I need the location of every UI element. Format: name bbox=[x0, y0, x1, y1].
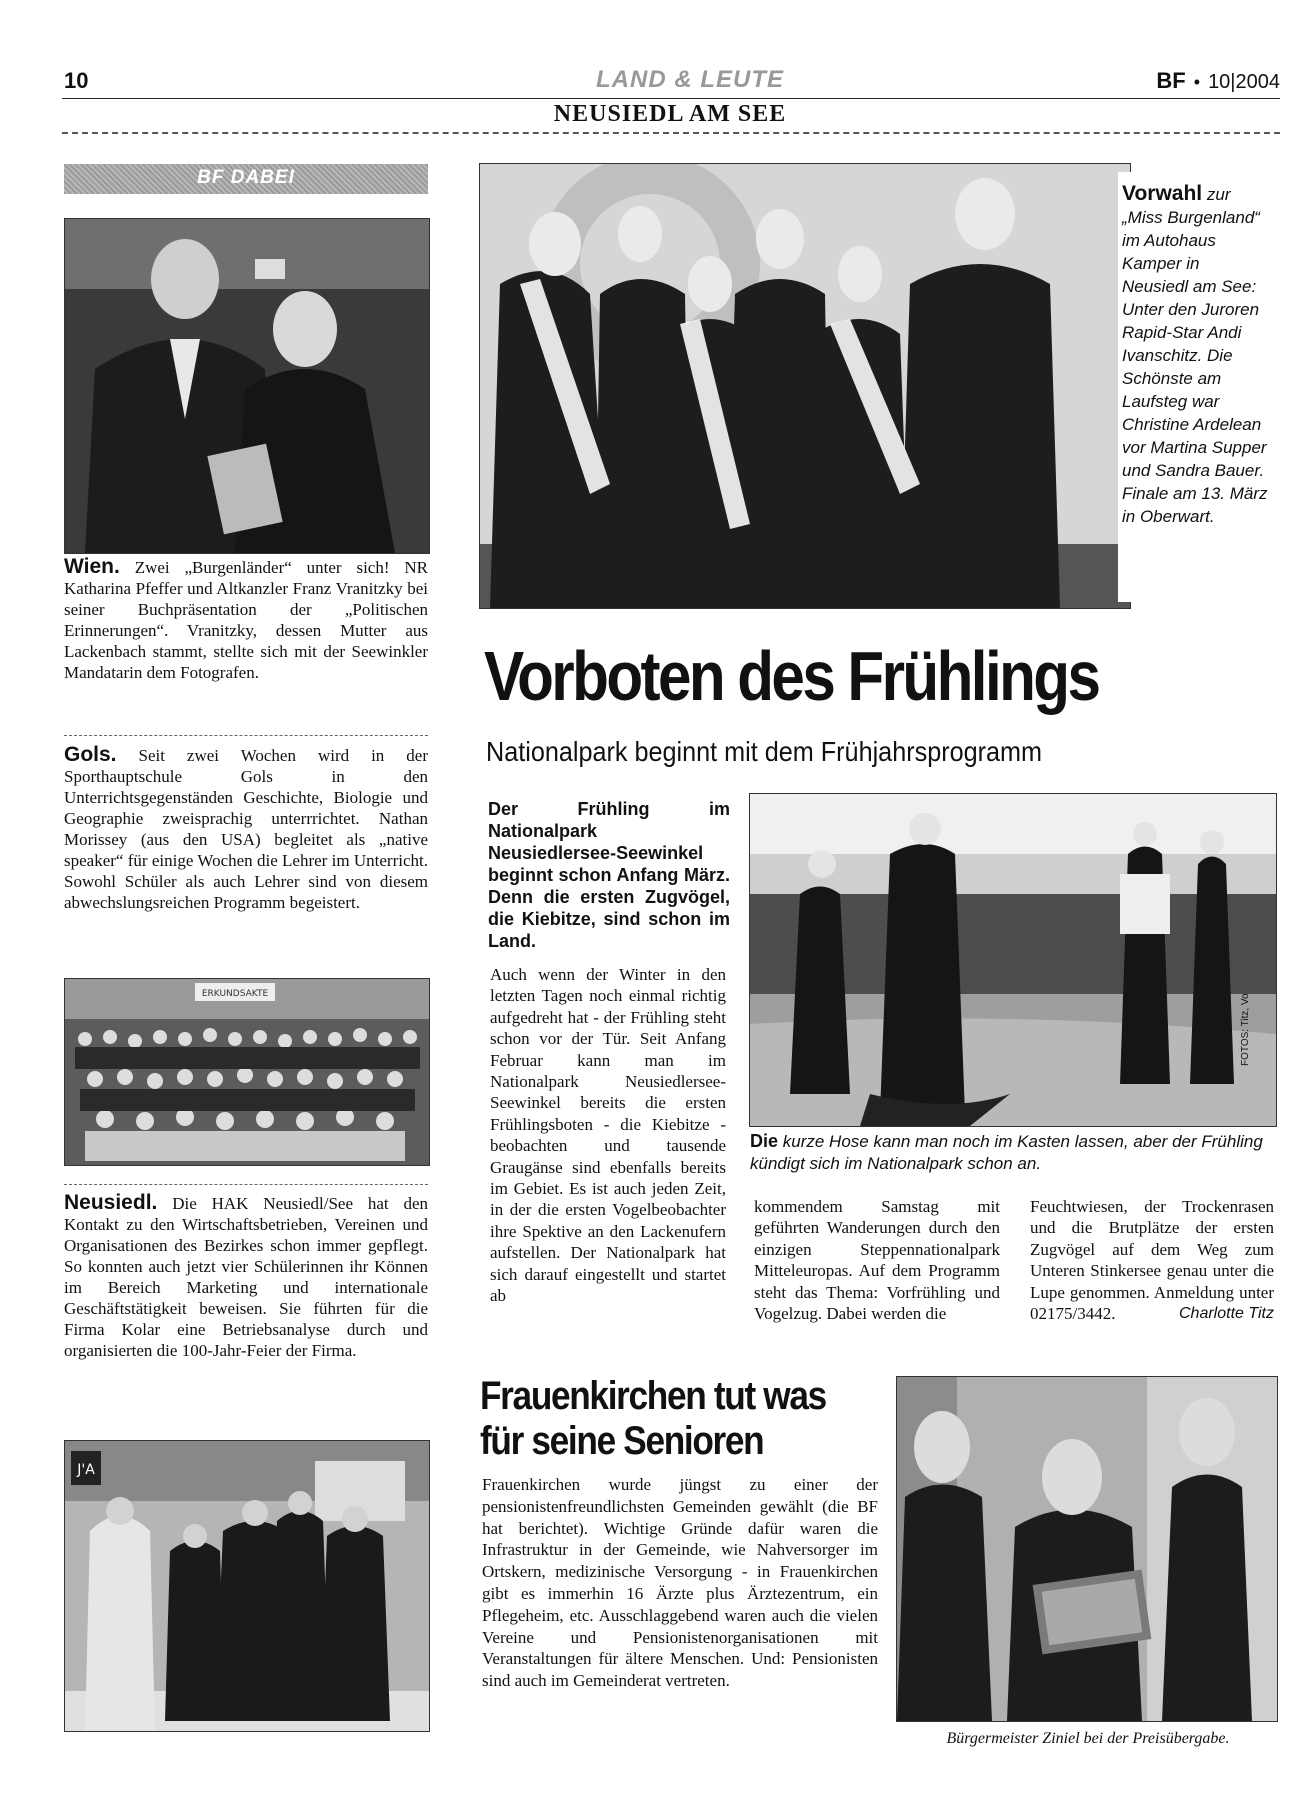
seniors-photo-caption: Bürgermeister Ziniel bei der Preisübergabe. bbox=[946, 1730, 1230, 1747]
gols-lead: Gols. bbox=[64, 743, 117, 766]
region-title: NEUSIEDL AM SEE bbox=[553, 101, 787, 127]
nationalpark-caption-lead: Die bbox=[750, 1131, 779, 1151]
miss-caption-text: zur „Miss Burgenland“ im Autohaus Kamper in Neusiedl am See: Unter den Juroren Rapid-Star Andi Ivanschitz. Die Schönste am Laufsteg war Christine Ardelean vor Martina Supper und Sandra Bauer. Finale am 13. März in Oberwart. bbox=[1122, 185, 1268, 526]
article-column-2: kommendem Samstag mit geführten Wanderungen durch den einzigen Steppennationalpark Mitteleuropas. Auf dem Programm steht das Thema: Vorfrühling und Vogelzug. Dabei werden die bbox=[754, 1197, 1000, 1324]
brand-issue bbox=[1130, 68, 1280, 94]
article-author: Charlotte Titz bbox=[1179, 1305, 1274, 1323]
nationalpark-photo bbox=[749, 793, 1277, 1127]
gols-text: Seit zwei Wochen wird in der Sporthauptschule Gols in den Unterrichtsgegenständen Geschichte, Biologie und Geographie zweisprachig unterrrichtet. Nathan Morissey (aus den USA) begleitet als „native speaker“ für einige Wochen die Lehrer im Unterricht. Sowohl Schüler als auch Lehrer sind von diesem abwechslungsreichen Programm begeistert. bbox=[64, 746, 428, 912]
article-subhead: Nationalpark beginnt mit dem Frühjahrsprogramm bbox=[486, 736, 1043, 767]
article-column-3-text: Feuchtwiesen, der Trockenrasen und die Brutplätze der ersten Zugvögel auf dem Weg zum Unteren Stinkersee genau unter die Lupe genommen. Anmeldung unter 02175/3442. bbox=[1030, 1197, 1274, 1324]
hak-students-photo bbox=[64, 1440, 430, 1732]
seniors-award-photo bbox=[896, 1376, 1278, 1722]
miss-burgenland-photo bbox=[479, 163, 1131, 609]
nationalpark-caption bbox=[750, 1130, 1270, 1175]
hak-sign-text: J'A bbox=[77, 1462, 95, 1478]
wien-text: Zwei „Burgenländer“ unter sich! NR Katharina Pfeffer und Altkanzler Franz Vranitzky bei seiner Buchpräsentation der „Politischen Erinnerungen“. Vranitzky, dessen Mutter aus Lackenbach stammt, stellte sich mit der Seewinkler Mandatarin dem Fotografen. bbox=[64, 558, 428, 682]
nationalpark-caption-text: kurze Hose kann man noch im Kasten lassen, aber der Frühling kündigt sich im Nationalpark schon an. bbox=[750, 1132, 1263, 1173]
article-column-3 bbox=[1030, 1196, 1274, 1324]
seniors-text: Frauenkirchen wurde jüngst zu einer der pensionistenfreundlichsten Gemeinden gewählt (die BF hat berichtet). Wichtige Gründe dafür waren die Infrastruktur in der Gemeinde, wie Nahversorger im Ortskern, medizinische Versorgung - in Frauenkirchen gibt es immerhin 16 Ärzte plus Ärztezentrum, ein Pflegeheim, etc. Ausschlaggebend waren auch die vielen Vereine und Pensionistenorganisationen mit Veranstaltungen für ältere Menschen. Und: Pensionisten sind auch im Gemeinderat vertreten. bbox=[482, 1475, 878, 1691]
neusiedl-lead: Neusiedl. bbox=[64, 1191, 158, 1214]
gols-school-photo bbox=[64, 978, 430, 1166]
article-intro: Der Frühling im Nationalpark Neusiedlersee-Seewinkel beginnt schon Anfang März. Denn die ersten Zugvögel, die Kiebitze, sind schon im Land. bbox=[488, 799, 730, 951]
photo-credit: FOTOS: Titz, Vo bbox=[1240, 993, 1251, 1066]
wien-lead: Wien. bbox=[64, 555, 120, 578]
section-title: LAND & LEUTE bbox=[596, 66, 784, 93]
seniors-headline bbox=[480, 1374, 894, 1464]
miss-caption-lead: Vorwahl bbox=[1122, 182, 1203, 205]
seniors-headline-line-1: Frauenkirchen tut was bbox=[480, 1374, 826, 1418]
article-column-1: Auch wenn der Winter in den letzten Tagen noch einmal richtig aufgedreht hat - der Frühling steht schon vor der Tür. Seit Anfang Februar kann man im Nationalpark Neusiedlersee-Seewinkel bereits die ersten Frühlingsboten - die Kiebitze - beobachten und tausende Graugänse sind ebenfalls bereits im Gebiet. Es ist auch jeden Zeit, in der die ersten Vogelbeobachter ihre Spektive an den Lackenufern aufstellen. Der Nationalpark hat sich darauf eingestellt und startet ab bbox=[490, 965, 726, 1306]
wien-item bbox=[64, 556, 428, 683]
miss-caption bbox=[1122, 182, 1268, 528]
gols-item bbox=[64, 744, 428, 913]
seniors-headline-line-2: für seine Senioren bbox=[480, 1419, 764, 1463]
header-dashed-rule bbox=[62, 132, 1280, 134]
brand-bullet: • bbox=[1193, 72, 1201, 92]
sidebar-divider-1 bbox=[64, 735, 428, 736]
page-number: 10 bbox=[64, 68, 89, 93]
brand-label: BF bbox=[1156, 68, 1186, 93]
header-rule bbox=[62, 98, 1280, 99]
sidebar-label-text: BF DABEI bbox=[197, 167, 295, 188]
article-headline: Vorboten des Frühlings bbox=[484, 637, 1099, 715]
gols-banner-text: ERKUNDSAKTE bbox=[201, 989, 269, 999]
neusiedl-text: Die HAK Neusiedl/See hat den Kontakt zu den Wirtschaftsbetrieben, Vereinen und Organisationen des Bezirkes schon immer gepflegt. So konnten auch jetzt vier Schülerinnen ihr Können im Bereich Marketing und internationale Geschäftstätigkeit beweisen. Sie führten für die Firma Kolar eine Betriebsanalyse durch und organisierten die 100-Jahr-Feier der Firma. bbox=[64, 1194, 429, 1360]
neusiedl-item bbox=[64, 1192, 428, 1361]
sidebar-divider-2 bbox=[64, 1184, 428, 1185]
vranitzky-photo bbox=[64, 218, 430, 554]
issue-label: 10|2004 bbox=[1208, 71, 1280, 93]
